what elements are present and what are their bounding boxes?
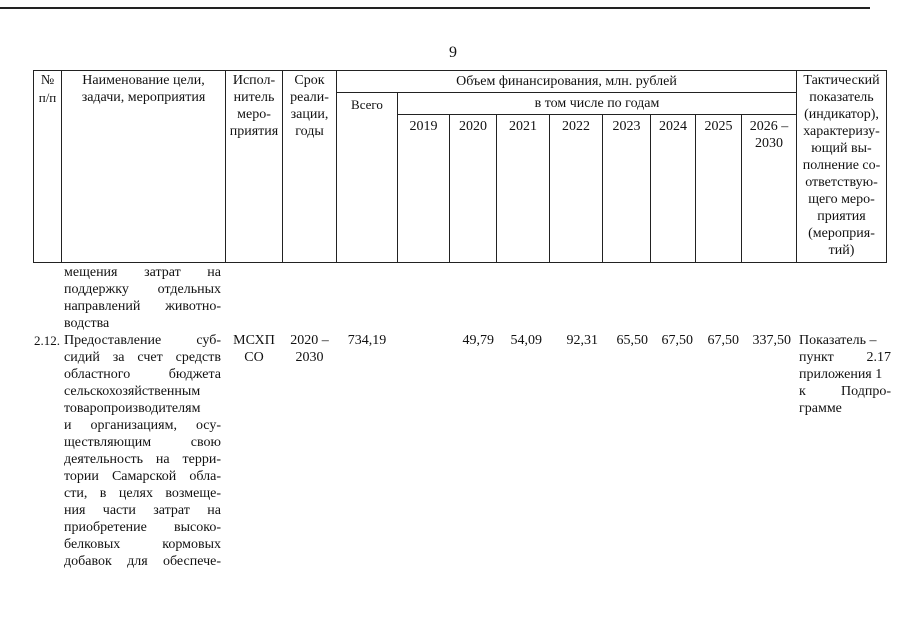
row-2023: 65,50 xyxy=(616,333,648,348)
row-indicator: Показатель – пункт 2.17 приложения 1 к Подпро- грамме xyxy=(799,333,891,416)
header-funding: Объем финансирования, млн. рублей xyxy=(456,74,677,89)
header-executor: Испол- нитель меро- приятия xyxy=(229,73,279,139)
row-2020: 49,79 xyxy=(462,333,494,348)
header-by-years: в том числе по годам xyxy=(534,96,660,111)
row-num: 2.12. xyxy=(34,333,60,348)
page-number: 9 xyxy=(449,44,457,61)
header-year-2024: 2024 xyxy=(659,119,687,134)
header-year-2023: 2023 xyxy=(612,119,641,134)
row-2026-2030: 337,50 xyxy=(752,333,791,348)
header-year-2026-2030: 2026 – 2030 xyxy=(749,119,789,151)
row-2022: 92,31 xyxy=(566,333,598,348)
row-2021: 54,09 xyxy=(510,333,542,348)
row-name: Предоставление суб- сидий за счет средств областного бюджета сельскохозяйственным товаропроизводителям и организациям, осу- ществляющим свою деятельность на терри- тории Самарской обла- сти, в целях возмеще- ния части затрат на приобретение высоко- белковых кормовых добавок для обеспече- xyxy=(64,333,221,569)
header-year-2022: 2022 xyxy=(562,119,590,134)
header-year-2019: 2019 xyxy=(409,119,438,134)
header-num: № п/п xyxy=(38,73,57,105)
header-indicator: Тактический показатель (индикатор), характеризу- ющий вы- полнение со- ответствую- щего меро- приятия (мероприя- тий) xyxy=(802,73,881,258)
header-total: Всего xyxy=(351,97,383,112)
header-term: Срок реали- зации, годы xyxy=(290,73,329,139)
row-executor: МСХП СО xyxy=(233,333,275,365)
continuation-text: мещения затрат на поддержку отдельных направлений животно- водства xyxy=(64,265,221,331)
row-term: 2020 – 2030 xyxy=(290,333,329,365)
header-year-2021: 2021 xyxy=(509,119,537,134)
header-year-2025: 2025 xyxy=(704,119,733,134)
row-2025: 67,50 xyxy=(707,333,739,348)
row-total: 734,19 xyxy=(347,333,387,348)
header-name: Наименование цели, задачи, мероприятия xyxy=(81,73,206,105)
row-2024: 67,50 xyxy=(661,333,693,348)
header-year-2020: 2020 xyxy=(459,119,487,134)
